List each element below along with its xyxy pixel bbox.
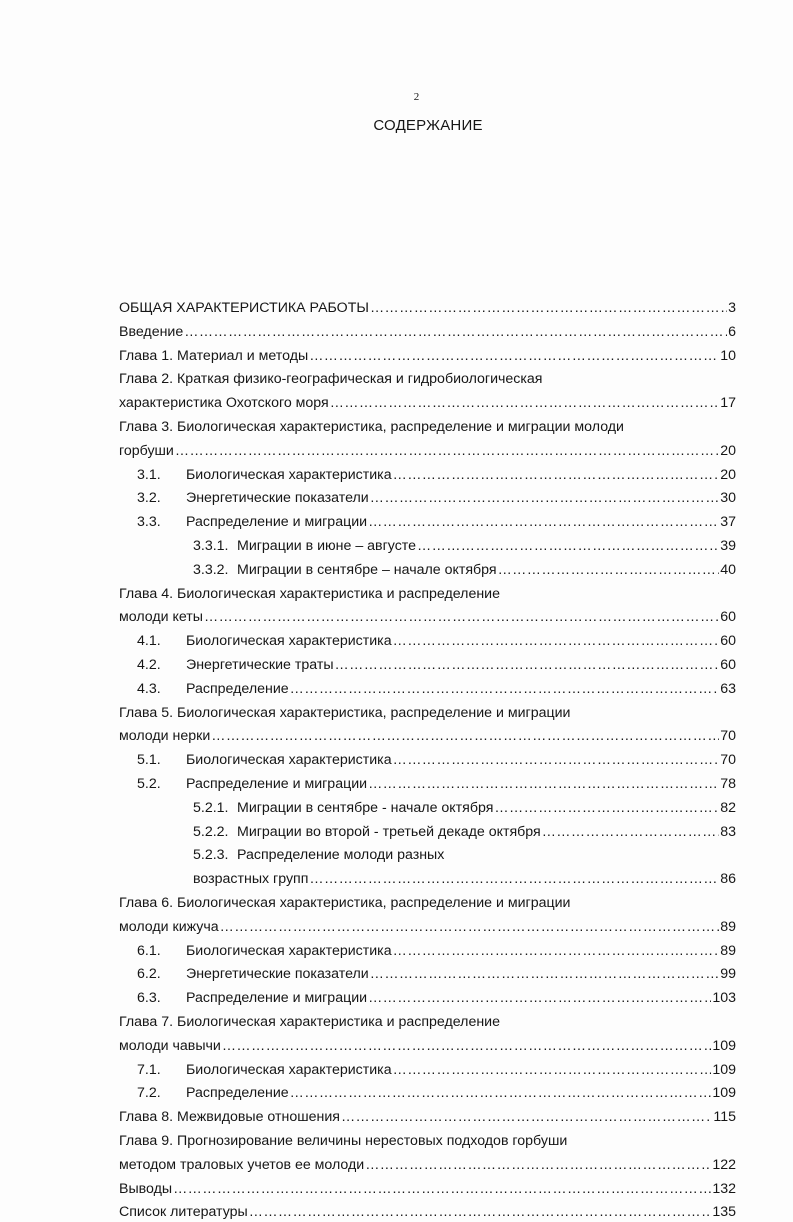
toc-entry-label: Распределение и миграции [186,990,368,1007]
dot-leader [498,560,720,580]
toc-entry-label: Миграции в сентябре - начале октября [237,799,494,816]
toc-entry-label: Глава 7. Биологическая характеристика и распределение [119,1014,500,1030]
toc-entry [0,1179,793,1199]
toc-entry [0,703,793,723]
toc-entry-number: 5.2. [137,776,161,792]
toc-entry [0,488,793,508]
dot-leader [290,679,720,699]
dot-leader [309,346,719,366]
toc-entry-number: 6.2. [137,966,161,983]
toc-entry-page: 60 [720,633,736,650]
toc-entry-label: Распределение [186,680,289,697]
toc-entry-number: 5.2.1. [193,799,229,816]
toc-entry [0,369,793,389]
toc-entry-page: 132 [712,1180,736,1197]
toc-entry [0,1060,793,1080]
toc-entry-page: 63 [720,680,736,697]
toc-entry [0,917,793,937]
dot-leader [417,536,719,556]
toc-entry [0,964,793,984]
toc-entry-label: молоди нерки [119,728,211,745]
dot-leader [393,750,720,770]
toc-entry-label: Глава 6. Биологическая характеристика, распределение и миграции [119,895,571,911]
toc-entry [0,393,793,413]
toc-entry [0,941,793,961]
toc-entry-number: 6.3. [137,990,161,1007]
toc-entry-label: Введение [119,323,184,340]
dot-leader [393,465,720,485]
toc-entry [0,417,793,437]
dot-leader [365,1155,711,1175]
dot-leader [220,917,720,937]
toc-entry-label: возрастных групп [193,871,309,888]
dot-leader [211,726,719,746]
toc-entry [0,1202,793,1222]
toc-entry-page: 60 [720,609,736,626]
toc-entry [0,631,793,651]
toc-entry [0,869,793,889]
toc-entry [0,1083,793,1103]
toc-entry-page: 78 [720,776,736,792]
dot-leader [368,988,711,1008]
dot-leader [184,322,727,342]
toc-entry [0,822,793,842]
toc-entry-label: Глава 9. Прогнозирование величины нерестовых подходов горбуши [119,1133,568,1149]
toc-entry-page: 3 [728,300,736,316]
toc-entry [0,346,793,366]
toc-entry-label: ОБЩАЯ ХАРАКТЕРИСТИКА РАБОТЫ [119,300,369,316]
toc-entry-page: 17 [720,395,736,412]
toc-entry-label: Биологическая характеристика [186,1061,392,1078]
toc-entry-page: 82 [720,799,736,816]
toc-entry-label: Глава 2. Краткая физико-географическая и гидробиологическая [119,371,543,388]
dot-leader [370,964,719,984]
toc-entry-number: 5.1. [137,752,161,769]
toc-entry-number: 4.1. [137,633,161,650]
dot-leader [309,869,719,889]
toc-entry-page: 39 [720,538,736,554]
dot-leader [173,1179,711,1199]
toc-entry [0,322,793,342]
toc-entry-label: Глава 4. Биологическая характеристика и распределение [119,585,500,602]
toc-entry-number: 6.1. [137,942,161,959]
toc-entry-label: Глава 8. Межвидовые отношения [119,1109,340,1126]
toc-entry [0,750,793,770]
toc-entry-label: молоди чавычи [119,1037,221,1054]
toc-entry-number: 5.2.2. [193,823,229,840]
dot-leader [204,607,719,627]
toc-entry-label: Миграции в сентябре – начале октября [237,561,497,578]
dot-leader [175,441,719,461]
toc-entry-page: 86 [720,871,736,888]
toc-entry [0,536,793,556]
toc-entry-page: 89 [720,918,736,935]
toc-entry-label: Биологическая характеристика [186,633,392,650]
toc-entry [0,1131,793,1151]
toc-entry [0,726,793,746]
toc-entry-page: 30 [720,490,736,507]
toc-entry-page: 70 [720,752,736,769]
toc-entry [0,465,793,485]
toc-entry [0,679,793,699]
toc-entry-page: 37 [720,514,736,531]
toc-entry-label: характеристика Охотского моря [119,395,329,412]
toc-entry-number: 4.2. [137,657,161,673]
dot-leader [335,655,720,675]
toc-entry-page: 20 [720,466,736,483]
toc-entry-label: Распределение и миграции [186,776,368,792]
toc-entry-label: Глава 1. Материал и методы [119,347,309,364]
toc-entry-page: 6 [728,323,736,340]
toc-entry [0,774,793,794]
toc-entry-label: Миграции во второй - третьей декаде октября [237,823,541,840]
page-title: СОДЕРЖАНИЕ [373,117,483,134]
toc-entry [0,512,793,532]
toc-entry-number: 3.2. [137,490,161,507]
dot-leader [370,298,727,318]
toc-entry-page: 89 [720,942,736,959]
toc-entry [0,988,793,1008]
toc-entry [0,560,793,580]
toc-entry [0,655,793,675]
dot-leader [330,393,720,413]
toc-entry-label: Энергетические показатели [186,966,369,983]
toc-entry-label: Глава 5. Биологическая характеристика, распределение и миграции [119,704,571,721]
toc-entry-page: 109 [712,1085,736,1102]
toc-entry-label: молоди кижуча [119,918,219,935]
toc-entry [0,441,793,461]
toc-entry [0,798,793,818]
toc-entry-page: 109 [712,1061,736,1078]
toc-entry-label: Энергетические траты [186,657,334,673]
toc-entry-page: 83 [720,823,736,840]
toc-entry [0,1107,793,1127]
dot-leader [341,1107,712,1127]
toc-entry-label: Распределение молоди разных [237,847,445,864]
dot-leader [222,1036,712,1056]
toc-entry [0,607,793,627]
toc-entry-page: 20 [720,442,736,459]
toc-entry-label: Распределение [186,1085,289,1102]
toc-entry-label: горбуши [119,442,174,459]
toc-entry-page: 10 [720,347,736,364]
toc-entry-number: 7.1. [137,1061,161,1078]
toc-entry-label: методом траловых учетов ее молоди [119,1156,365,1173]
dot-leader [370,488,719,508]
toc-entry [0,893,793,913]
toc-entry-label: Биологическая характеристика [186,752,392,769]
toc-entry-label: Биологическая характеристика [186,942,392,959]
toc-entry-number: 4.3. [137,680,161,697]
toc-entry-label: молоди кеты [119,609,203,626]
toc-entry-number: 7.2. [137,1085,161,1102]
toc-entry-page: 109 [712,1037,736,1054]
toc-entry [0,584,793,604]
toc-entry-label: Биологическая характеристика [186,466,392,483]
page-number: 2 [413,91,420,103]
toc-entry-page: 115 [713,1109,736,1126]
toc-entry-page: 70 [720,728,736,745]
dot-leader [494,798,719,818]
dot-leader [542,822,720,842]
toc-entry-number: 5.2.3. [193,847,229,864]
toc-entry-label: Энергетические показатели [186,490,369,507]
dot-leader [290,1083,712,1103]
dot-leader [393,1060,712,1080]
toc-entry-label: Выводы [119,1180,173,1197]
toc-entry [0,845,793,865]
toc-entry [0,1012,793,1032]
dot-leader [368,774,719,794]
toc-entry-number: 3.1. [137,466,161,483]
toc-entry-label: Распределение и миграции [186,514,368,531]
toc-entry-number: 3.3.1. [193,538,229,554]
toc-entry-page: 135 [712,1204,736,1221]
dot-leader [393,631,720,651]
toc-entry-label: Глава 3. Биологическая характеристика, распределение и миграции молоди [119,419,624,435]
dot-leader [393,941,720,961]
toc-entry [0,1155,793,1175]
toc-entry-page: 103 [712,990,736,1007]
toc-entry-label: Список литературы [119,1204,248,1221]
dot-leader [249,1202,712,1222]
toc-entry-page: 122 [712,1156,736,1173]
toc-entry-number: 3.3. [137,514,161,531]
toc-entry-page: 60 [720,657,736,673]
toc-entry [0,298,793,318]
toc-entry [0,1036,793,1056]
toc-entry-number: 3.3.2. [193,561,229,578]
toc-entry-page: 99 [720,966,736,983]
dot-leader [368,512,719,532]
toc-entry-label: Миграции в июне – августе [237,538,417,554]
toc-entry-page: 40 [720,561,736,578]
